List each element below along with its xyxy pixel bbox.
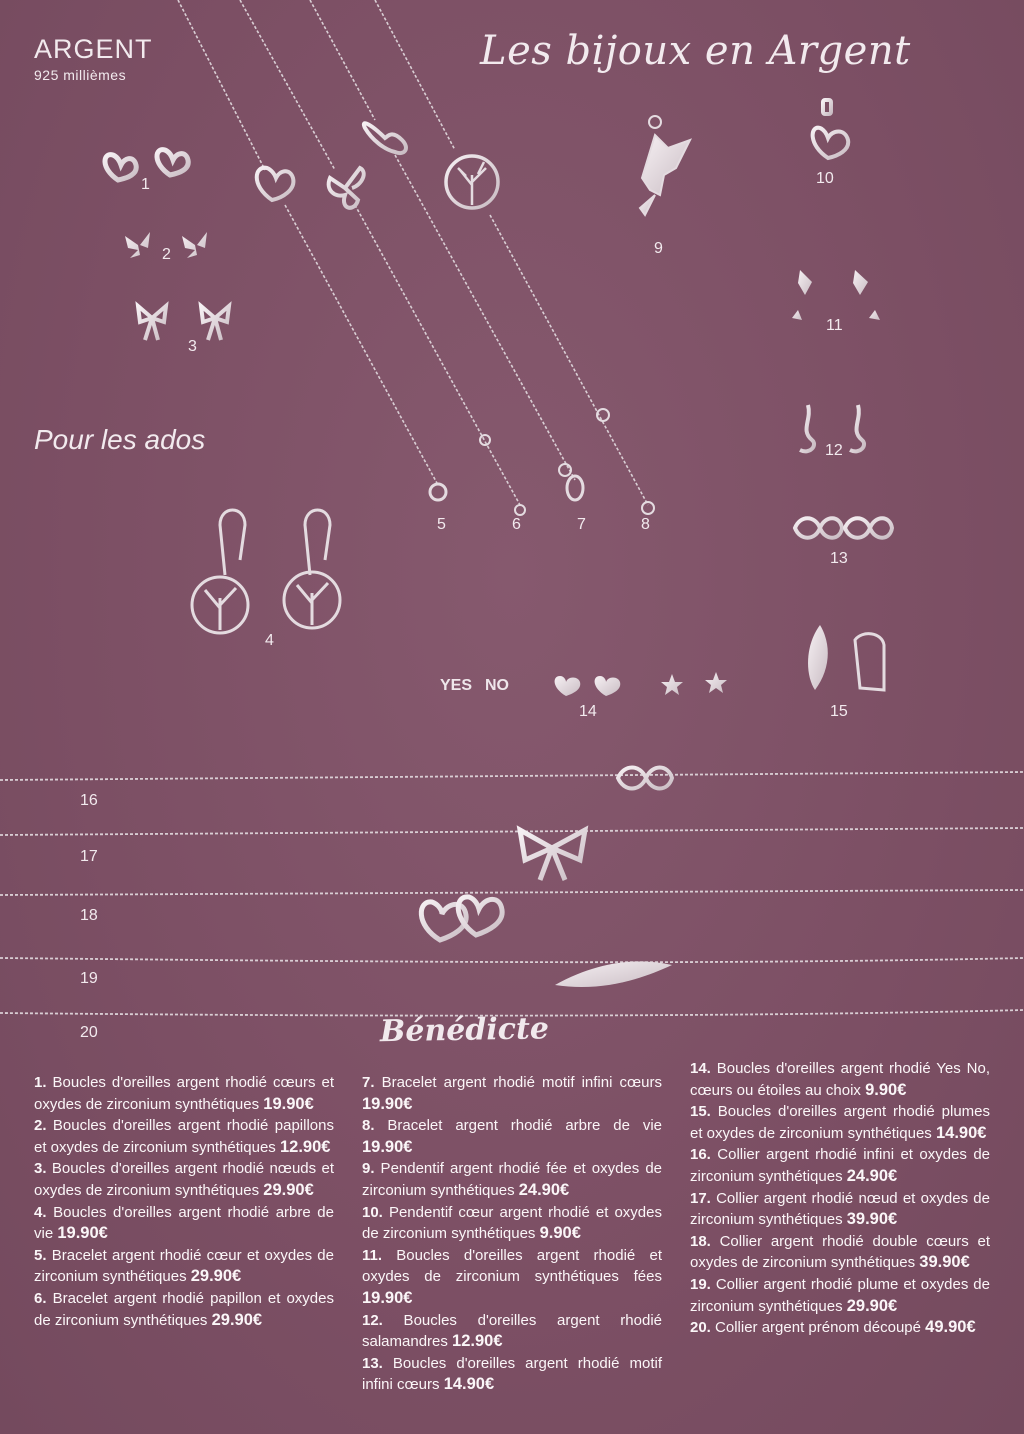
price: 14.90€: [443, 1375, 495, 1394]
product-entry-11: 11. Boucles d'oreilles argent rhodié et oxydes de zirconium synthétiques fées 19.90€: [362, 1246, 662, 1307]
price: 19.90€: [57, 1224, 108, 1243]
item-number-7: 7: [577, 516, 586, 533]
item-number-18: 18: [80, 907, 98, 924]
necklace-bow-charm: [520, 830, 585, 880]
product-entry-1: 1. Boucles d'oreilles argent rhodié cœurs et oxydes de zirconium synthétiques 19.90€: [34, 1074, 334, 1113]
item-number-8: 8: [641, 516, 650, 533]
price: 29.90€: [263, 1180, 314, 1199]
price: 24.90€: [518, 1180, 570, 1199]
page-headline: Les bijoux en Argent: [480, 28, 911, 74]
product-list-column-2: [362, 1072, 662, 1396]
price: 19.90€: [362, 1288, 413, 1307]
tree-of-life-charm: [446, 156, 498, 208]
necklace-infinity-charm: [618, 768, 672, 789]
product-entry-20: 20. Collier argent prénom découpé 49.90€: [690, 1318, 976, 1337]
price: 19.90€: [362, 1137, 413, 1156]
item-number-11: 11: [826, 317, 843, 334]
fairy-earrings: [792, 270, 880, 320]
product-entry-12: 12. Boucles d'oreilles argent rhodié salamandres 12.90€: [362, 1311, 662, 1351]
ring-7: [559, 464, 571, 476]
item-number-20: 20: [80, 1024, 98, 1041]
heart-pendant: [813, 100, 849, 158]
price: 29.90€: [211, 1310, 263, 1329]
product-entry-4: 4. Boucles d'oreilles argent rhodié arbre de vie 19.90€: [34, 1203, 334, 1243]
no-tag: NO: [485, 677, 509, 694]
price: 39.90€: [846, 1210, 898, 1229]
item-number-9: 9: [654, 240, 663, 257]
item-number-19: 19: [80, 970, 98, 987]
price: 29.90€: [190, 1267, 242, 1286]
section-label-teens: Pour les ados: [34, 424, 206, 455]
clasp-6: [515, 505, 525, 515]
product-list-column-3: [690, 1058, 990, 1339]
bracelet-butterfly-chain: [240, 0, 520, 505]
bracelet-heart-chain: [178, 0, 438, 485]
bracelet-tree-chain: [375, 0, 648, 505]
item-number-12: 12: [825, 442, 843, 459]
product-entry-7: 7. Bracelet argent rhodié motif infini cœurs 19.90€: [362, 1074, 662, 1113]
necklace-name-charm: Bénédicte: [379, 1011, 550, 1050]
yes-tag: YES: [440, 677, 473, 694]
product-entry-6: 6. Bracelet argent rhodié papillon et oxydes de zirconium synthétiques 29.90€: [34, 1289, 334, 1329]
price: 12.90€: [452, 1332, 503, 1351]
infinity-charm: [364, 123, 406, 153]
brand-subtitle: 925 millièmes: [34, 67, 127, 83]
product-entry-15: 15. Boucles d'oreilles argent rhodié plumes et oxydes de zirconium synthétiques 14.90€: [690, 1103, 990, 1142]
price: 39.90€: [919, 1253, 970, 1272]
item-number-17: 17: [80, 848, 98, 865]
product-entry-5: 5. Bracelet argent rhodié cœur et oxydes de zirconium synthétiques 29.90€: [34, 1246, 334, 1286]
item-number-16: 16: [80, 792, 98, 809]
clasp-8: [642, 502, 654, 514]
yes-no-earrings: [440, 677, 509, 694]
product-entry-3: 3. Boucles d'oreilles argent rhodié nœuds et oxydes de zirconium synthétiques 29.90€: [34, 1160, 334, 1199]
butterfly-charm: [329, 168, 364, 208]
feather-earrings: [808, 625, 884, 690]
price: 12.90€: [279, 1137, 331, 1156]
product-entry-8: 8. Bracelet argent rhodié arbre de vie 19.90€: [362, 1117, 662, 1156]
item-number-3: 3: [188, 338, 197, 355]
necklace-chains: [0, 772, 1024, 1016]
clasp-5: [430, 484, 446, 500]
product-entry-2: 2. Boucles d'oreilles argent rhodié papillons et oxydes de zirconium synthétiques 12.90€: [34, 1117, 334, 1156]
item-number-13: 13: [830, 550, 848, 567]
heart-stud-earrings: [555, 676, 621, 696]
ring-6: [480, 435, 490, 445]
product-entry-17: 17. Collier argent rhodié nœud et oxydes de zirconium synthétiques 39.90€: [690, 1189, 990, 1229]
item-number-2: 2: [162, 246, 171, 263]
price: 29.90€: [846, 1296, 898, 1315]
product-entry-10: 10. Pendentif cœur argent rhodié et oxydes de zirconium synthétiques 9.90€: [362, 1203, 662, 1243]
item-number-10: 10: [816, 170, 834, 187]
product-entry-13: 13. Boucles d'oreilles argent rhodié motif infini cœurs 14.90€: [362, 1354, 662, 1394]
infinity-earrings: [795, 518, 892, 538]
product-entry-9: 9. Pendentif argent rhodié fée et oxydes de zirconium synthétiques 24.90€: [362, 1160, 662, 1199]
price: 14.90€: [935, 1123, 987, 1142]
price: 24.90€: [846, 1166, 898, 1185]
necklace-double-hearts: [421, 897, 502, 940]
price: 49.90€: [925, 1318, 976, 1337]
price: 19.90€: [362, 1094, 413, 1113]
heart-charm: [257, 168, 294, 200]
fairy-pendant: [640, 116, 690, 215]
bow-earrings: [138, 306, 229, 340]
product-entry-14: 14. Boucles d'oreilles argent rhodié Yes No, cœurs ou étoiles au choix 9.90€: [690, 1060, 990, 1099]
tree-earrings: [192, 510, 340, 633]
item-number-14: 14: [579, 703, 597, 720]
item-number-4: 4: [265, 632, 274, 649]
product-entry-16: 16. Collier argent rhodié infini et oxydes de zirconium synthétiques 24.90€: [690, 1146, 990, 1185]
product-entry-19: 19. Collier argent rhodié plume et oxydes de zirconium synthétiques 29.90€: [690, 1275, 990, 1315]
price: 9.90€: [539, 1224, 581, 1243]
product-entry-18: 18. Collier argent rhodié double cœurs et oxydes de zirconium synthétiques 39.90€: [690, 1232, 990, 1272]
item-number-15: 15: [830, 703, 848, 720]
necklace-feather-charm: [555, 962, 672, 988]
item-number-1: 1: [141, 176, 150, 193]
brand-title: ARGENT: [34, 34, 153, 64]
item-number-5: 5: [437, 516, 446, 533]
price: 19.90€: [263, 1094, 314, 1113]
item-number-6: 6: [512, 516, 521, 533]
star-stud-earrings: [661, 672, 727, 695]
product-list-column-1: [34, 1072, 334, 1331]
price: 9.90€: [865, 1080, 907, 1099]
